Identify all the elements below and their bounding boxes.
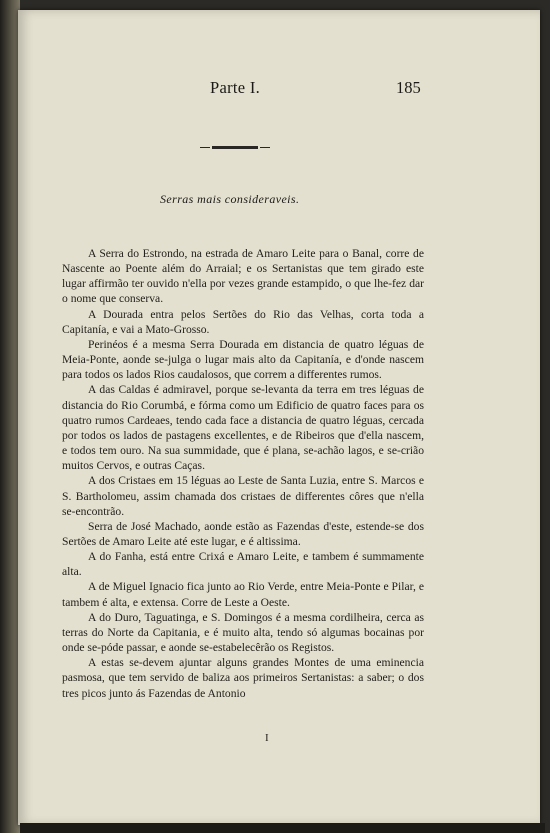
book-spine-edge — [0, 0, 20, 833]
paragraph-montes: A estas se-devem ajuntar alguns grandes Montes de uma eminencia pasmosa, que tem servido de baliza aos primeiros Sertanistas: a saber; o dos tres picos junto ás Fazendas de Antonio — [62, 656, 424, 700]
paragraph-fanha: A do Fanha, está entre Crixá e Amaro Leite, e tambem é summamente alta. — [62, 550, 424, 579]
paragraph-perineos: Perinéos é a mesma Serra Dourada em distancia de quatro léguas de Meia-Ponte, aonde se-julga o lugar mais alto da Capitanía, e d'onde nascem para todos os lados Rios caudalosos, que correm a differentes rumos. — [62, 337, 424, 382]
body-text — [62, 246, 424, 701]
paragraph-miguel-ignacio: A de Miguel Ignacio fica junto ao Rio Verde, entre Meia-Ponte e Pilar, e tambem é alta, e extensa. Corre de Leste a Oeste. — [62, 580, 424, 609]
page-bottom-shadow — [20, 823, 545, 833]
paragraph-dourada: A Dourada entra pelos Sertões do Rio das Velhas, corta toda a Capitanía, e vai a Mato-Grosso. — [62, 307, 424, 336]
paragraph-cristaes: A dos Cristaes em 15 léguas ao Leste de Santa Luzia, entre S. Marcos e S. Bartholomeu, assim chamada dos cristaes de differentes côres que n'ella se-encontrão. — [62, 474, 424, 518]
signature-mark: I — [265, 732, 269, 744]
paragraph-jose-machado: Serra de José Machado, aonde estão as Fazendas d'este, estende-se dos Sertões de Amaro Leite até este lugar, e é altissima. — [62, 519, 424, 548]
section-heading: Serras mais consideraveis. — [160, 192, 300, 206]
ornamental-rule — [212, 146, 258, 149]
paragraph-duro: A do Duro, Taguatinga, e S. Domingos é a mesma cordilheira, cerca as terras do Norte da Capitania, e é muito alta, tendo só algumas bocainas por onde se-póde passar, e aonde se-estabelecêrão os Registos. — [62, 610, 424, 655]
running-header-title: Parte I. — [210, 78, 261, 97]
paragraph-estrondo: A Serra do Estrondo, na estrada de Amaro Leite para o Banal, corre de Nascente ao Poente além do Arraial; e os Sertanistas que tem girado este lugar affirmão ter ouvido n'ella por vezes grande estampido, o que lhe-fez dar o nome que conserva. — [62, 247, 424, 306]
page-number: 185 — [396, 78, 421, 97]
paragraph-caldas: A das Caldas é admiravel, porque se-levanta da terra em tres léguas de distancia do Rio Corumbá, e fórma como um Edificio de quatro faces para os quatro rumos Cardeaes, tendo cada face a distancia de quatro léguas, cercada por todos os lados de pastagens excellentes, e de Ribeiros que d'ella nascem, e todos tem ouro. Na sua summidade, que é plana, se-achão lagos, e se-crião muitos Cervos, e outras Caças. — [62, 383, 424, 473]
